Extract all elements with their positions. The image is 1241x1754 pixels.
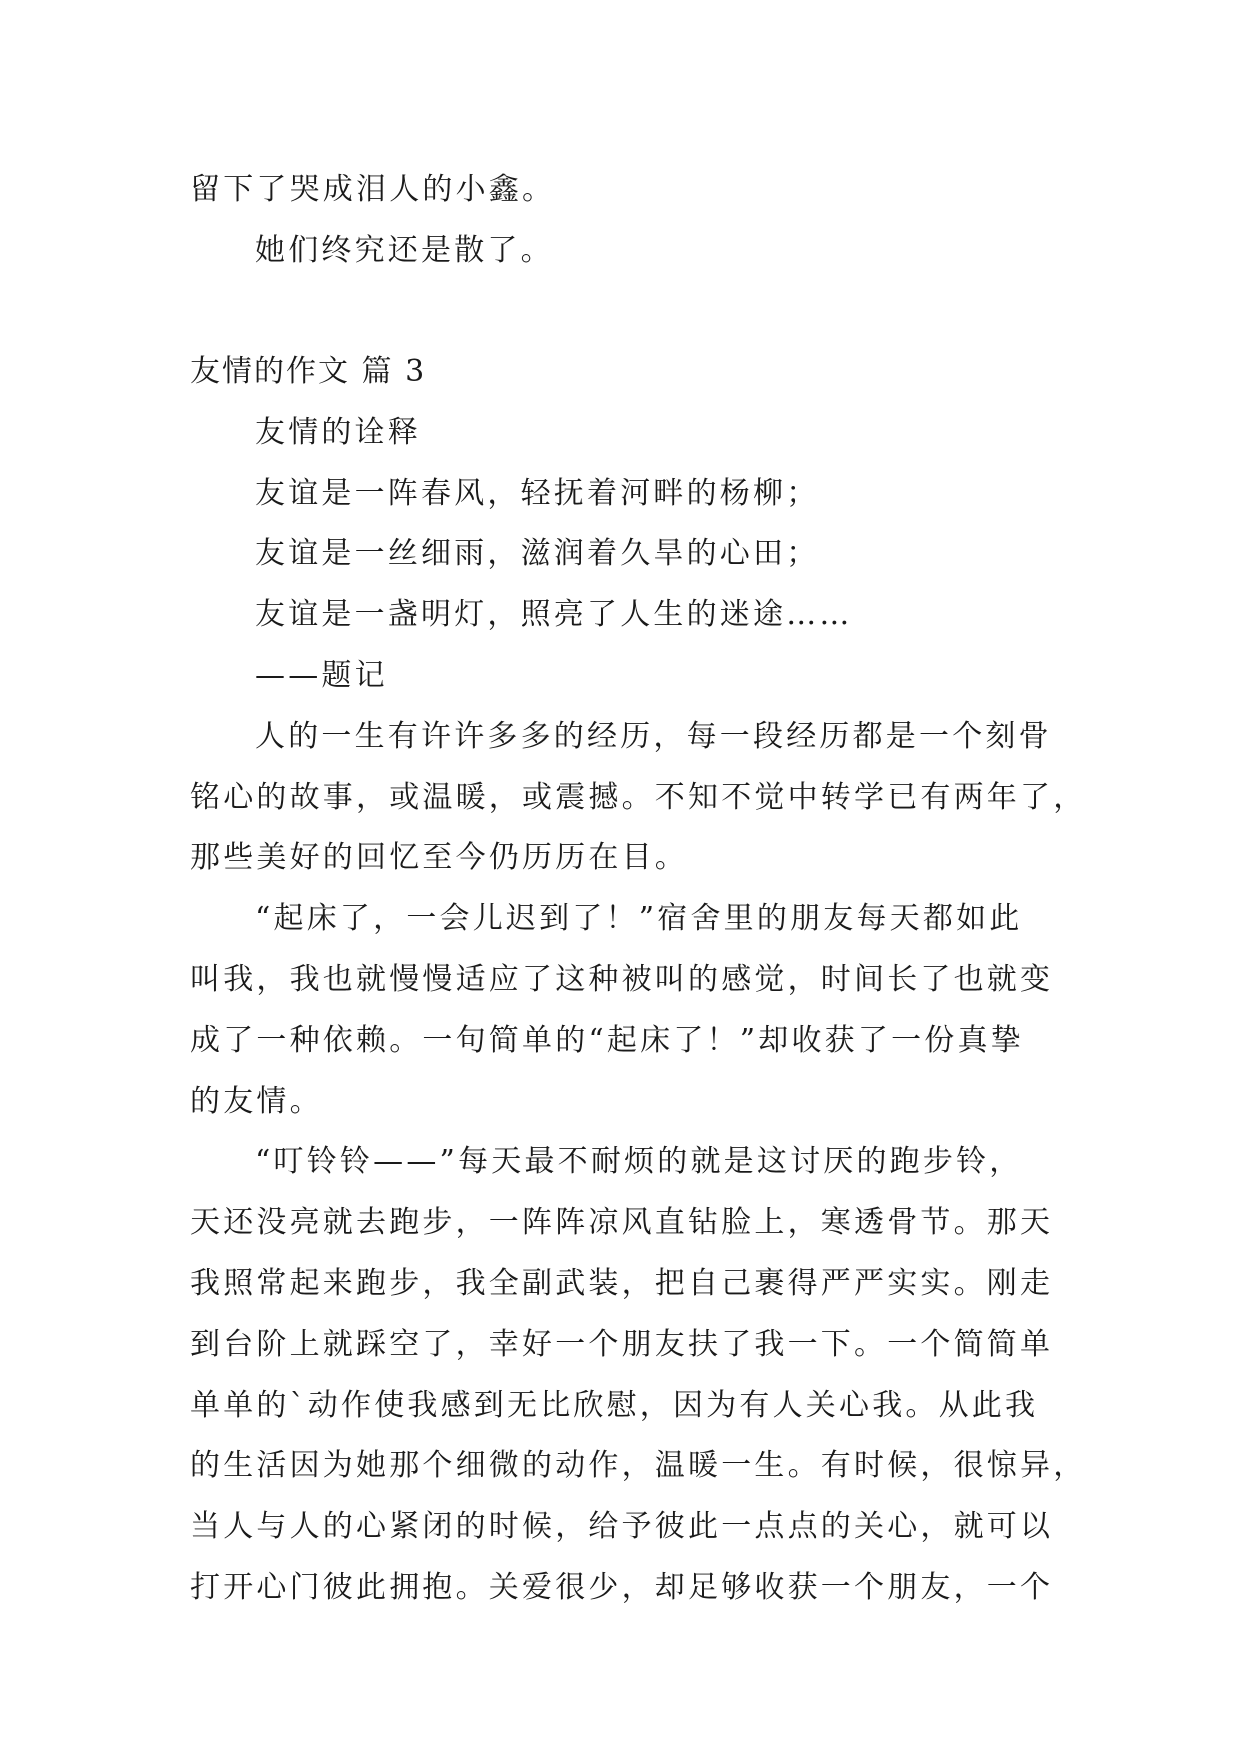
paragraph-line: 她们终究还是散了。: [255, 233, 554, 268]
paragraph-line: 留下了哭成泪人的小鑫。: [190, 172, 556, 207]
epigraph-attribution: ——题记: [255, 658, 388, 693]
paragraph-line: 打开心门彼此拥抱。关爱很少，却足够收获一个朋友，一个: [190, 1570, 1054, 1605]
paragraph-line: 那些美好的回忆至今仍历历在目。: [190, 840, 688, 875]
epigraph-line: 友谊是一盏明灯，照亮了人生的迷途……: [255, 597, 853, 632]
paragraph-line: 单单的`动作使我感到无比欣慰，因为有人关心我。从此我: [190, 1388, 1039, 1423]
epigraph-line: 友谊是一丝细雨，滋润着久旱的心田；: [255, 536, 820, 571]
epigraph-line: 友谊是一阵春风，轻抚着河畔的杨柳；: [255, 476, 820, 511]
paragraph-line: 当人与人的心紧闭的时候，给予彼此一点点的关心，就可以: [190, 1509, 1054, 1544]
paragraph-line: 我照常起来跑步，我全副武装，把自己裹得严严实实。刚走: [190, 1266, 1054, 1301]
section-heading: 友情的作文 篇 3: [190, 354, 427, 389]
paragraph-line: 的生活因为她那个细微的动作，温暖一生。有时候，很惊异，: [190, 1448, 1087, 1483]
paragraph-line: 人的一生有许许多多的经历，每一段经历都是一个刻骨: [255, 719, 1052, 754]
essay-title: 友情的诠释: [255, 415, 421, 450]
paragraph-line: 到台阶上就踩空了，幸好一个朋友扶了我一下。一个简简单: [190, 1327, 1054, 1362]
paragraph-line: 成了一种依赖。一句简单的“起床了！”却收获了一份真挚: [190, 1023, 1024, 1058]
paragraph-line: 的友情。: [190, 1084, 323, 1119]
paragraph-line: 叫我，我也就慢慢适应了这种被叫的感觉，时间长了也就变: [190, 962, 1054, 997]
paragraph-line: “起床了，一会儿迟到了！”宿舍里的朋友每天都如此: [255, 901, 1023, 936]
paragraph-line: “叮铃铃——”每天最不耐烦的就是这讨厌的跑步铃，: [255, 1144, 1023, 1179]
paragraph-line: 铭心的故事，或温暖，或震撼。不知不觉中转学已有两年了，: [190, 780, 1087, 815]
paragraph-line: 天还没亮就去跑步，一阵阵凉风直钻脸上，寒透骨节。那天: [190, 1205, 1054, 1240]
